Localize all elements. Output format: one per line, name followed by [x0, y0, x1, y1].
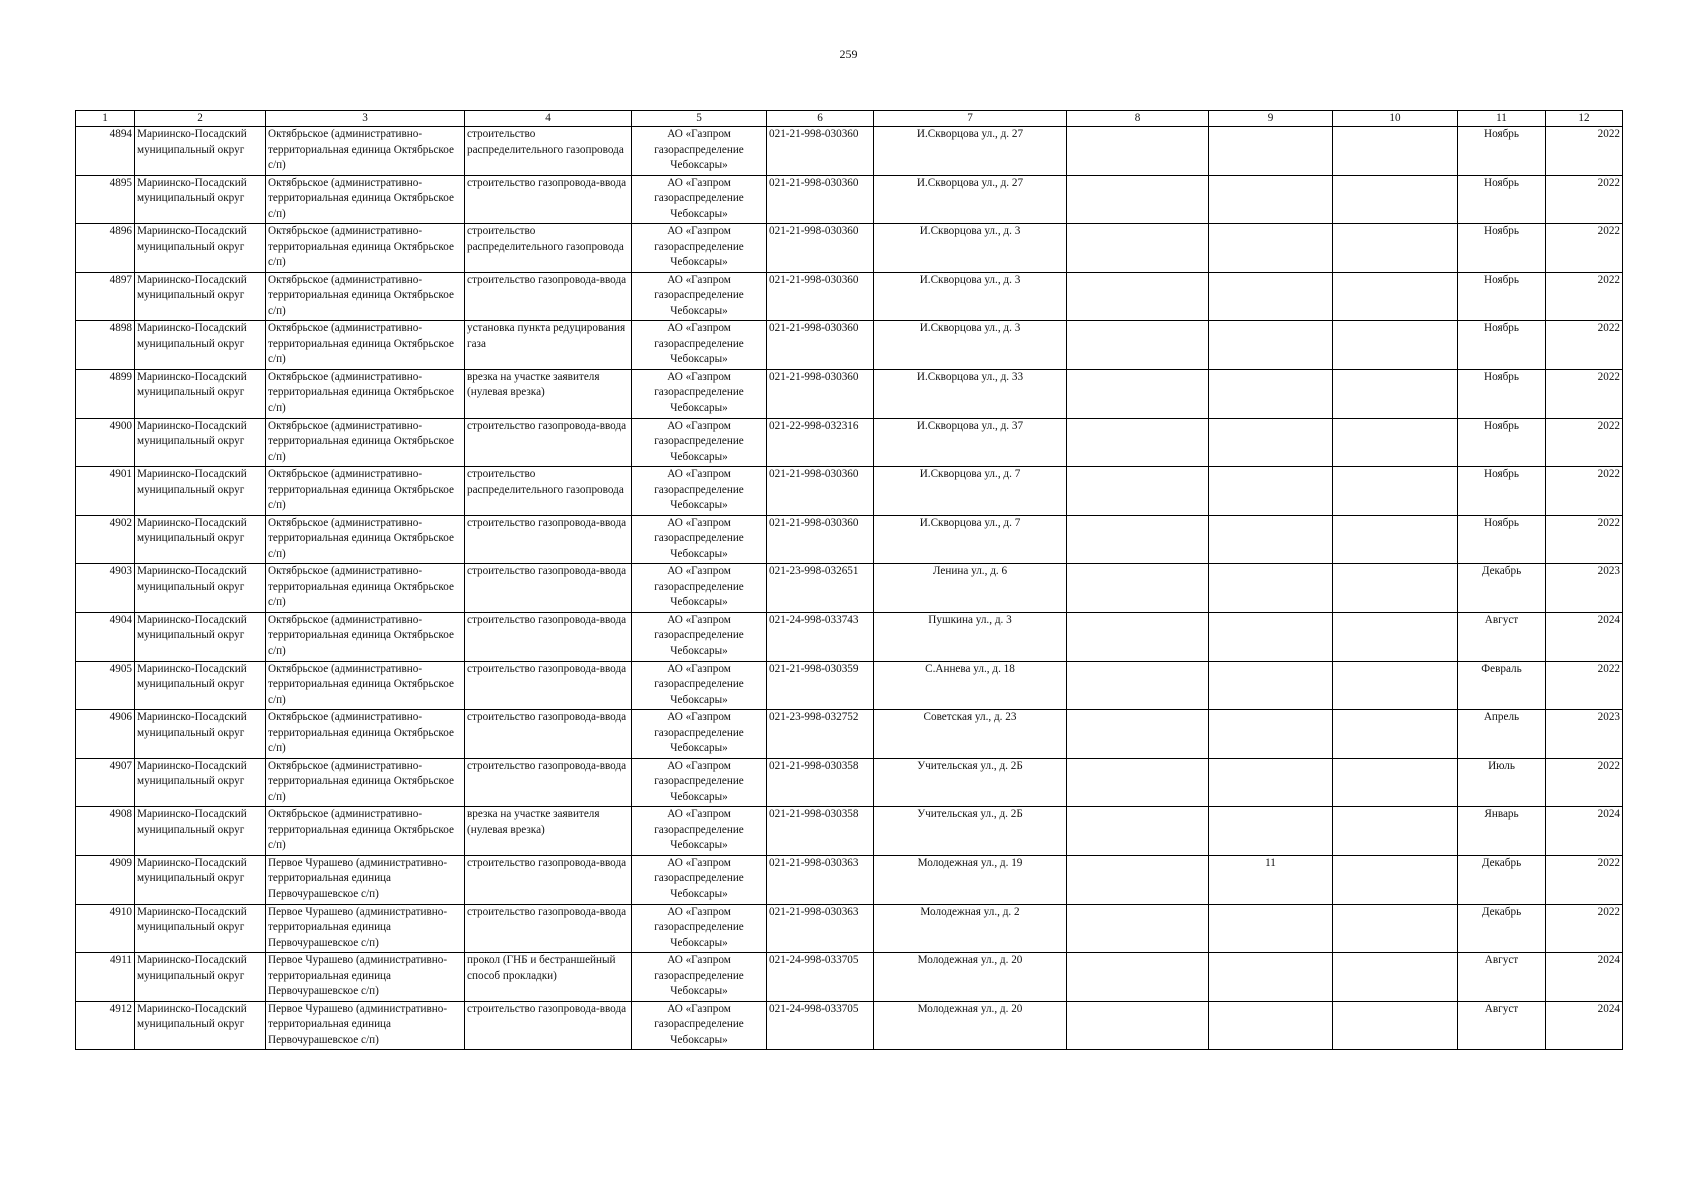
- territory-cell: Октябрьское (административно-территориальная единица Октябрьское с/п): [266, 321, 465, 370]
- organization-cell: АО «Газпром газораспределение Чебоксары»: [632, 418, 767, 467]
- column-8-cell: [1067, 175, 1209, 224]
- organization-cell: АО «Газпром газораспределение Чебоксары»: [632, 661, 767, 710]
- row-number: 4902: [76, 515, 135, 564]
- row-number: 4910: [76, 904, 135, 953]
- work-type-cell: строительство распределительного газопровода: [465, 467, 632, 516]
- column-9-cell: [1209, 1001, 1333, 1050]
- column-8-cell: [1067, 564, 1209, 613]
- column-header: 10: [1333, 111, 1458, 127]
- contract-number-cell: 021-21-998-030363: [767, 855, 874, 904]
- territory-cell: Октябрьское (административно-территориальная единица Октябрьское с/п): [266, 515, 465, 564]
- organization-cell: АО «Газпром газораспределение Чебоксары»: [632, 224, 767, 273]
- organization-cell: АО «Газпром газораспределение Чебоксары»: [632, 953, 767, 1002]
- month-cell: Ноябрь: [1458, 515, 1546, 564]
- territory-cell: Октябрьское (административно-территориальная единица Октябрьское с/п): [266, 369, 465, 418]
- territory-cell: Октябрьское (административно-территориальная единица Октябрьское с/п): [266, 807, 465, 856]
- column-10-cell: [1333, 418, 1458, 467]
- column-header: 11: [1458, 111, 1546, 127]
- district-cell: Мариинско-Посадский муниципальный округ: [135, 710, 266, 759]
- contract-number-cell: 021-21-998-030360: [767, 467, 874, 516]
- work-type-cell: строительство газопровода-ввода: [465, 904, 632, 953]
- table-row: [76, 564, 1623, 613]
- column-9-cell: [1209, 175, 1333, 224]
- table-row: [76, 127, 1623, 176]
- contract-number-cell: 021-21-998-030360: [767, 175, 874, 224]
- month-cell: Август: [1458, 612, 1546, 661]
- column-8-cell: [1067, 855, 1209, 904]
- month-cell: Ноябрь: [1458, 224, 1546, 273]
- territory-cell: Октябрьское (административно-территориальная единица Октябрьское с/п): [266, 467, 465, 516]
- contract-number-cell: 021-23-998-032651: [767, 564, 874, 613]
- district-cell: Мариинско-Посадский муниципальный округ: [135, 224, 266, 273]
- work-type-cell: строительство газопровода-ввода: [465, 515, 632, 564]
- column-9-cell: [1209, 564, 1333, 613]
- month-cell: Февраль: [1458, 661, 1546, 710]
- year-cell: 2022: [1546, 904, 1623, 953]
- month-cell: Ноябрь: [1458, 321, 1546, 370]
- work-type-cell: строительство газопровода-ввода: [465, 1001, 632, 1050]
- column-9-cell: [1209, 758, 1333, 807]
- contract-number-cell: 021-24-998-033743: [767, 612, 874, 661]
- district-cell: Мариинско-Посадский муниципальный округ: [135, 1001, 266, 1050]
- territory-cell: Октябрьское (административно-территориальная единица Октябрьское с/п): [266, 418, 465, 467]
- organization-cell: АО «Газпром газораспределение Чебоксары»: [632, 127, 767, 176]
- table-row: [76, 418, 1623, 467]
- address-cell: И.Скворцова ул., д. 7: [874, 467, 1067, 516]
- column-8-cell: [1067, 272, 1209, 321]
- row-number: 4897: [76, 272, 135, 321]
- year-cell: 2022: [1546, 175, 1623, 224]
- table-row: [76, 515, 1623, 564]
- row-number: 4906: [76, 710, 135, 759]
- territory-cell: Октябрьское (административно-территориальная единица Октябрьское с/п): [266, 661, 465, 710]
- month-cell: Август: [1458, 953, 1546, 1002]
- column-10-cell: [1333, 175, 1458, 224]
- address-cell: И.Скворцова ул., д. 3: [874, 272, 1067, 321]
- row-number: 4899: [76, 369, 135, 418]
- work-type-cell: строительство газопровода-ввода: [465, 855, 632, 904]
- organization-cell: АО «Газпром газораспределение Чебоксары»: [632, 175, 767, 224]
- column-8-cell: [1067, 661, 1209, 710]
- contract-number-cell: 021-21-998-030360: [767, 515, 874, 564]
- address-cell: Советская ул., д. 23: [874, 710, 1067, 759]
- row-number: 4900: [76, 418, 135, 467]
- column-header: 9: [1209, 111, 1333, 127]
- year-cell: 2024: [1546, 953, 1623, 1002]
- column-10-cell: [1333, 661, 1458, 710]
- column-9-cell: [1209, 807, 1333, 856]
- column-8-cell: [1067, 904, 1209, 953]
- row-number: 4894: [76, 127, 135, 176]
- address-cell: Пушкина ул., д. 3: [874, 612, 1067, 661]
- territory-cell: Октябрьское (административно-территориальная единица Октябрьское с/п): [266, 758, 465, 807]
- month-cell: Декабрь: [1458, 904, 1546, 953]
- month-cell: Ноябрь: [1458, 127, 1546, 176]
- row-number: 4912: [76, 1001, 135, 1050]
- work-type-cell: врезка на участке заявителя (нулевая врезка): [465, 807, 632, 856]
- work-type-cell: строительство газопровода-ввода: [465, 661, 632, 710]
- work-type-cell: врезка на участке заявителя (нулевая врезка): [465, 369, 632, 418]
- column-9-cell: [1209, 321, 1333, 370]
- row-number: 4903: [76, 564, 135, 613]
- column-9-cell: [1209, 515, 1333, 564]
- page-number: 259: [839, 47, 858, 61]
- column-header: 5: [632, 111, 767, 127]
- column-9-cell: [1209, 467, 1333, 516]
- table-row: [76, 175, 1623, 224]
- column-9-cell: [1209, 710, 1333, 759]
- territory-cell: Октябрьское (административно-территориальная единица Октябрьское с/п): [266, 175, 465, 224]
- column-10-cell: [1333, 953, 1458, 1002]
- column-8-cell: [1067, 612, 1209, 661]
- contract-number-cell: 021-24-998-033705: [767, 1001, 874, 1050]
- address-cell: И.Скворцова ул., д. 27: [874, 127, 1067, 176]
- district-cell: Мариинско-Посадский муниципальный округ: [135, 807, 266, 856]
- work-type-cell: строительство газопровода-ввода: [465, 564, 632, 613]
- table-row: [76, 807, 1623, 856]
- work-type-cell: строительство распределительного газопровода: [465, 224, 632, 273]
- column-10-cell: [1333, 855, 1458, 904]
- year-cell: 2022: [1546, 224, 1623, 273]
- column-header: 4: [465, 111, 632, 127]
- territory-cell: Октябрьское (административно-территориальная единица Октябрьское с/п): [266, 127, 465, 176]
- table-row: [76, 758, 1623, 807]
- district-cell: Мариинско-Посадский муниципальный округ: [135, 612, 266, 661]
- column-number-row: [76, 111, 1623, 127]
- row-number: 4907: [76, 758, 135, 807]
- district-cell: Мариинско-Посадский муниципальный округ: [135, 127, 266, 176]
- table-row: [76, 612, 1623, 661]
- year-cell: 2023: [1546, 710, 1623, 759]
- column-10-cell: [1333, 904, 1458, 953]
- column-header: 8: [1067, 111, 1209, 127]
- column-8-cell: [1067, 953, 1209, 1002]
- address-cell: Молодежная ул., д. 20: [874, 953, 1067, 1002]
- column-9-cell: [1209, 418, 1333, 467]
- column-10-cell: [1333, 564, 1458, 613]
- column-10-cell: [1333, 807, 1458, 856]
- territory-cell: Первое Чурашево (административно-территориальная единица Первочурашевское с/п): [266, 855, 465, 904]
- work-type-cell: строительство газопровода-ввода: [465, 418, 632, 467]
- territory-cell: Октябрьское (административно-территориальная единица Октябрьское с/п): [266, 224, 465, 273]
- contract-number-cell: 021-22-998-032316: [767, 418, 874, 467]
- column-8-cell: [1067, 807, 1209, 856]
- organization-cell: АО «Газпром газораспределение Чебоксары»: [632, 1001, 767, 1050]
- month-cell: Декабрь: [1458, 564, 1546, 613]
- column-10-cell: [1333, 710, 1458, 759]
- column-8-cell: [1067, 758, 1209, 807]
- column-9-cell: [1209, 953, 1333, 1002]
- month-cell: Август: [1458, 1001, 1546, 1050]
- organization-cell: АО «Газпром газораспределение Чебоксары»: [632, 904, 767, 953]
- work-type-cell: прокол (ГНБ и бестраншейный способ прокладки): [465, 953, 632, 1002]
- district-cell: Мариинско-Посадский муниципальный округ: [135, 904, 266, 953]
- table-row: [76, 855, 1623, 904]
- column-8-cell: [1067, 224, 1209, 273]
- organization-cell: АО «Газпром газораспределение Чебоксары»: [632, 710, 767, 759]
- organization-cell: АО «Газпром газораспределение Чебоксары»: [632, 564, 767, 613]
- address-cell: Молодежная ул., д. 2: [874, 904, 1067, 953]
- table-row: [76, 661, 1623, 710]
- year-cell: 2022: [1546, 369, 1623, 418]
- table-row: [76, 953, 1623, 1002]
- month-cell: Ноябрь: [1458, 418, 1546, 467]
- table-row: [76, 272, 1623, 321]
- district-cell: Мариинско-Посадский муниципальный округ: [135, 418, 266, 467]
- organization-cell: АО «Газпром газораспределение Чебоксары»: [632, 612, 767, 661]
- district-cell: Мариинско-Посадский муниципальный округ: [135, 953, 266, 1002]
- work-type-cell: строительство газопровода-ввода: [465, 710, 632, 759]
- column-10-cell: [1333, 224, 1458, 273]
- work-type-cell: строительство газопровода-ввода: [465, 758, 632, 807]
- territory-cell: Первое Чурашево (административно-территориальная единица Первочурашевское с/п): [266, 1001, 465, 1050]
- district-cell: Мариинско-Посадский муниципальный округ: [135, 369, 266, 418]
- work-type-cell: строительство газопровода-ввода: [465, 175, 632, 224]
- contract-number-cell: 021-21-998-030360: [767, 321, 874, 370]
- column-header: 6: [767, 111, 874, 127]
- contract-number-cell: 021-21-998-030360: [767, 369, 874, 418]
- address-cell: И.Скворцова ул., д. 3: [874, 321, 1067, 370]
- territory-cell: Первое Чурашево (административно-территориальная единица Первочурашевское с/п): [266, 904, 465, 953]
- territory-cell: Октябрьское (административно-территориальная единица Октябрьское с/п): [266, 564, 465, 613]
- column-10-cell: [1333, 612, 1458, 661]
- column-10-cell: [1333, 758, 1458, 807]
- year-cell: 2022: [1546, 855, 1623, 904]
- contract-number-cell: 021-23-998-032752: [767, 710, 874, 759]
- contract-number-cell: 021-21-998-030359: [767, 661, 874, 710]
- month-cell: Декабрь: [1458, 855, 1546, 904]
- column-8-cell: [1067, 515, 1209, 564]
- district-cell: Мариинско-Посадский муниципальный округ: [135, 467, 266, 516]
- column-8-cell: [1067, 418, 1209, 467]
- table-row: [76, 710, 1623, 759]
- contract-number-cell: 021-21-998-030360: [767, 272, 874, 321]
- column-10-cell: [1333, 272, 1458, 321]
- contract-number-cell: 021-21-998-030360: [767, 224, 874, 273]
- territory-cell: Октябрьское (административно-территориальная единица Октябрьское с/п): [266, 612, 465, 661]
- address-cell: Молодежная ул., д. 19: [874, 855, 1067, 904]
- address-cell: Учительская ул., д. 2Б: [874, 807, 1067, 856]
- column-10-cell: [1333, 467, 1458, 516]
- organization-cell: АО «Газпром газораспределение Чебоксары»: [632, 515, 767, 564]
- column-9-cell: [1209, 661, 1333, 710]
- organization-cell: АО «Газпром газораспределение Чебоксары»: [632, 272, 767, 321]
- year-cell: 2022: [1546, 515, 1623, 564]
- address-cell: Молодежная ул., д. 20: [874, 1001, 1067, 1050]
- address-cell: И.Скворцова ул., д. 7: [874, 515, 1067, 564]
- column-10-cell: [1333, 1001, 1458, 1050]
- row-number: 4909: [76, 855, 135, 904]
- district-cell: Мариинско-Посадский муниципальный округ: [135, 272, 266, 321]
- year-cell: 2022: [1546, 272, 1623, 321]
- contract-number-cell: 021-21-998-030358: [767, 807, 874, 856]
- address-cell: И.Скворцова ул., д. 3: [874, 224, 1067, 273]
- year-cell: 2022: [1546, 127, 1623, 176]
- month-cell: Июль: [1458, 758, 1546, 807]
- organization-cell: АО «Газпром газораспределение Чебоксары»: [632, 758, 767, 807]
- district-cell: Мариинско-Посадский муниципальный округ: [135, 515, 266, 564]
- year-cell: 2022: [1546, 418, 1623, 467]
- contract-number-cell: 021-21-998-030358: [767, 758, 874, 807]
- organization-cell: АО «Газпром газораспределение Чебоксары»: [632, 321, 767, 370]
- month-cell: Январь: [1458, 807, 1546, 856]
- year-cell: 2022: [1546, 321, 1623, 370]
- row-number: 4911: [76, 953, 135, 1002]
- table-row: [76, 467, 1623, 516]
- column-8-cell: [1067, 710, 1209, 759]
- row-number: 4904: [76, 612, 135, 661]
- address-cell: И.Скворцова ул., д. 37: [874, 418, 1067, 467]
- column-header: 2: [135, 111, 266, 127]
- row-number: 4898: [76, 321, 135, 370]
- year-cell: 2024: [1546, 807, 1623, 856]
- year-cell: 2023: [1546, 564, 1623, 613]
- row-number: 4895: [76, 175, 135, 224]
- column-9-cell: [1209, 369, 1333, 418]
- year-cell: 2022: [1546, 467, 1623, 516]
- column-9-cell: [1209, 612, 1333, 661]
- organization-cell: АО «Газпром газораспределение Чебоксары»: [632, 369, 767, 418]
- address-cell: С.Аннева ул., д. 18: [874, 661, 1067, 710]
- row-number: 4896: [76, 224, 135, 273]
- organization-cell: АО «Газпром газораспределение Чебоксары»: [632, 807, 767, 856]
- address-cell: И.Скворцова ул., д. 27: [874, 175, 1067, 224]
- column-10-cell: [1333, 369, 1458, 418]
- column-9-cell: [1209, 272, 1333, 321]
- column-8-cell: [1067, 127, 1209, 176]
- territory-cell: Октябрьское (административно-территориальная единица Октябрьское с/п): [266, 272, 465, 321]
- row-number: 4908: [76, 807, 135, 856]
- year-cell: 2024: [1546, 1001, 1623, 1050]
- district-cell: Мариинско-Посадский муниципальный округ: [135, 175, 266, 224]
- column-9-cell: [1209, 127, 1333, 176]
- year-cell: 2022: [1546, 661, 1623, 710]
- registry-table: [75, 110, 1623, 1050]
- row-number: 4901: [76, 467, 135, 516]
- month-cell: Ноябрь: [1458, 175, 1546, 224]
- column-10-cell: [1333, 127, 1458, 176]
- organization-cell: АО «Газпром газораспределение Чебоксары»: [632, 467, 767, 516]
- district-cell: Мариинско-Посадский муниципальный округ: [135, 564, 266, 613]
- district-cell: Мариинско-Посадский муниципальный округ: [135, 758, 266, 807]
- contract-number-cell: 021-21-998-030360: [767, 127, 874, 176]
- row-number: 4905: [76, 661, 135, 710]
- column-header: 3: [266, 111, 465, 127]
- column-9-cell: 11: [1209, 855, 1333, 904]
- column-header: 12: [1546, 111, 1623, 127]
- contract-number-cell: 021-21-998-030363: [767, 904, 874, 953]
- year-cell: 2022: [1546, 758, 1623, 807]
- year-cell: 2024: [1546, 612, 1623, 661]
- work-type-cell: установка пункта редуцирования газа: [465, 321, 632, 370]
- column-header: 1: [76, 111, 135, 127]
- table-row: [76, 224, 1623, 273]
- table-row: [76, 1001, 1623, 1050]
- contract-number-cell: 021-24-998-033705: [767, 953, 874, 1002]
- address-cell: Ленина ул., д. 6: [874, 564, 1067, 613]
- month-cell: Апрель: [1458, 710, 1546, 759]
- territory-cell: Октябрьское (административно-территориальная единица Октябрьское с/п): [266, 710, 465, 759]
- column-8-cell: [1067, 321, 1209, 370]
- work-type-cell: строительство газопровода-ввода: [465, 612, 632, 661]
- address-cell: И.Скворцова ул., д. 33: [874, 369, 1067, 418]
- column-9-cell: [1209, 224, 1333, 273]
- column-9-cell: [1209, 904, 1333, 953]
- work-type-cell: строительство газопровода-ввода: [465, 272, 632, 321]
- work-type-cell: строительство распределительного газопровода: [465, 127, 632, 176]
- column-8-cell: [1067, 369, 1209, 418]
- table-row: [76, 321, 1623, 370]
- column-8-cell: [1067, 467, 1209, 516]
- table-body: [76, 127, 1623, 1050]
- table-row: [76, 369, 1623, 418]
- table-row: [76, 904, 1623, 953]
- column-header: 7: [874, 111, 1067, 127]
- month-cell: Ноябрь: [1458, 272, 1546, 321]
- district-cell: Мариинско-Посадский муниципальный округ: [135, 661, 266, 710]
- territory-cell: Первое Чурашево (административно-территориальная единица Первочурашевское с/п): [266, 953, 465, 1002]
- column-8-cell: [1067, 1001, 1209, 1050]
- column-10-cell: [1333, 515, 1458, 564]
- organization-cell: АО «Газпром газораспределение Чебоксары»: [632, 855, 767, 904]
- district-cell: Мариинско-Посадский муниципальный округ: [135, 855, 266, 904]
- month-cell: Ноябрь: [1458, 369, 1546, 418]
- district-cell: Мариинско-Посадский муниципальный округ: [135, 321, 266, 370]
- address-cell: Учительская ул., д. 2Б: [874, 758, 1067, 807]
- column-10-cell: [1333, 321, 1458, 370]
- month-cell: Ноябрь: [1458, 467, 1546, 516]
